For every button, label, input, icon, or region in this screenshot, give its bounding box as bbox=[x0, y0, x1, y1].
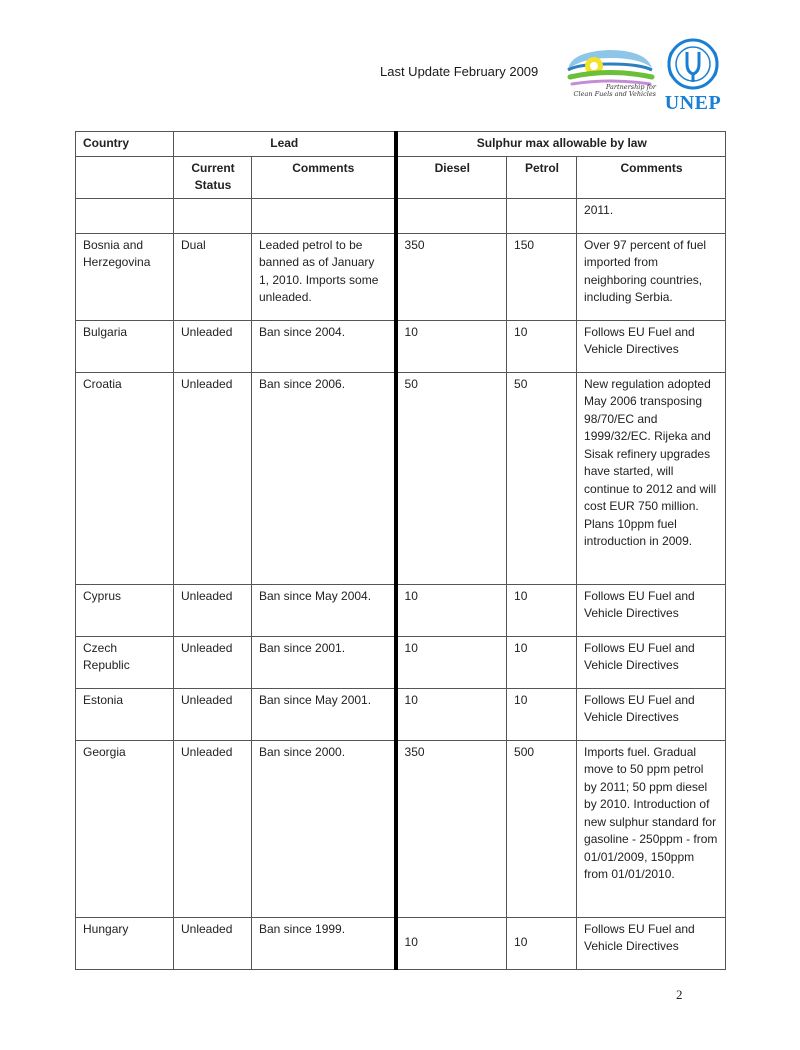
cell-country: Czech Republic bbox=[76, 636, 174, 688]
cell-lead-comments: Leaded petrol to be banned as of January 1, 2010. Imports some unleaded. bbox=[252, 233, 396, 320]
cell-country: Bulgaria bbox=[76, 320, 174, 372]
cell-status: Unleaded bbox=[174, 584, 252, 636]
table-row bbox=[76, 233, 726, 320]
cell-petrol: 10 bbox=[507, 320, 577, 372]
table-row bbox=[76, 584, 726, 636]
cell-diesel: 10 bbox=[396, 688, 507, 740]
cell-lead-comments: Ban since 2006. bbox=[252, 372, 396, 584]
cell-lead-comments: Ban since 1999. bbox=[252, 917, 396, 969]
cell-sulphur-comments: 2011. bbox=[577, 198, 726, 233]
unep-emblem-icon bbox=[658, 36, 728, 92]
cell-petrol: 10 bbox=[507, 636, 577, 688]
header-sulphur: Sulphur max allowable by law bbox=[396, 132, 726, 157]
table-row bbox=[76, 198, 726, 233]
cell-lead-comments: Ban since May 2001. bbox=[252, 688, 396, 740]
cell-sulphur-comments: New regulation adopted May 2006 transposing 98/70/EC and 1999/32/EC. Rijeka and Sisak refinery upgrades have started, will continue to 2012 and will cost EUR 750 million. Plans 10ppm fuel introduction in 2009. bbox=[577, 372, 726, 584]
cell-diesel: 10 bbox=[396, 917, 507, 969]
header-lead: Lead bbox=[174, 132, 396, 157]
cell-lead-comments: Ban since 2001. bbox=[252, 636, 396, 688]
cell-country: Bosnia and Herzegovina bbox=[76, 233, 174, 320]
cell-country: Hungary bbox=[76, 917, 174, 969]
cell-petrol: 10 bbox=[507, 584, 577, 636]
unep-logo bbox=[658, 36, 728, 116]
table-row bbox=[76, 636, 726, 688]
cell-sulphur-comments: Follows EU Fuel and Vehicle Directives bbox=[577, 584, 726, 636]
cell-status: Unleaded bbox=[174, 917, 252, 969]
page-number: 2 bbox=[676, 987, 683, 1002]
cell-petrol: 10 bbox=[507, 688, 577, 740]
cell-diesel: 350 bbox=[396, 233, 507, 320]
cell-diesel: 10 bbox=[396, 584, 507, 636]
header-country-blank bbox=[76, 156, 174, 198]
table-row bbox=[76, 320, 726, 372]
cell-lead-comments: Ban since 2000. bbox=[252, 740, 396, 917]
cell-diesel: 10 bbox=[396, 320, 507, 372]
cell-lead-comments: Ban since 2004. bbox=[252, 320, 396, 372]
cell-sulphur-comments: Follows EU Fuel and Vehicle Directives bbox=[577, 917, 726, 969]
cell-status bbox=[174, 198, 252, 233]
cell-sulphur-comments: Follows EU Fuel and Vehicle Directives bbox=[577, 636, 726, 688]
cell-sulphur-comments: Imports fuel. Gradual move to 50 ppm petrol by 2011; 50 ppm diesel by 2010. Introduction of new sulphur standard for gasoline - 250ppm - from 01/01/2009, 150ppm from 01/01/2010. bbox=[577, 740, 726, 917]
cell-status: Unleaded bbox=[174, 688, 252, 740]
cell-country: Georgia bbox=[76, 740, 174, 917]
cell-country bbox=[76, 198, 174, 233]
cell-country: Croatia bbox=[76, 372, 174, 584]
pcfv-logo-graphic bbox=[560, 44, 660, 88]
cell-petrol: 10 bbox=[507, 917, 577, 969]
pcfv-logo-text: Partnership for Clean Fuels and Vehicles bbox=[573, 83, 656, 98]
table-row bbox=[76, 740, 726, 917]
header-sulphur-comments: Comments bbox=[577, 156, 726, 198]
cell-country: Cyprus bbox=[76, 584, 174, 636]
cell-diesel bbox=[396, 198, 507, 233]
cell-sulphur-comments: Follows EU Fuel and Vehicle Directives bbox=[577, 688, 726, 740]
cell-diesel: 350 bbox=[396, 740, 507, 917]
pcfv-logo bbox=[560, 44, 660, 104]
cell-petrol: 500 bbox=[507, 740, 577, 917]
cell-petrol bbox=[507, 198, 577, 233]
last-update-text: Last Update February 2009 bbox=[380, 64, 539, 79]
header-current-status: Current Status bbox=[174, 156, 252, 198]
header-petrol: Petrol bbox=[507, 156, 577, 198]
table-row bbox=[76, 372, 726, 584]
cell-status: Unleaded bbox=[174, 320, 252, 372]
table-row bbox=[76, 688, 726, 740]
cell-status: Unleaded bbox=[174, 740, 252, 917]
table-row bbox=[76, 917, 726, 969]
cell-petrol: 150 bbox=[507, 233, 577, 320]
cell-sulphur-comments: Follows EU Fuel and Vehicle Directives bbox=[577, 320, 726, 372]
cell-country: Estonia bbox=[76, 688, 174, 740]
header-country: Country bbox=[76, 132, 174, 157]
cell-petrol: 50 bbox=[507, 372, 577, 584]
cell-status: Unleaded bbox=[174, 372, 252, 584]
header-diesel: Diesel bbox=[396, 156, 507, 198]
cell-status: Unleaded bbox=[174, 636, 252, 688]
cell-status: Dual bbox=[174, 233, 252, 320]
cell-lead-comments bbox=[252, 198, 396, 233]
cell-diesel: 10 bbox=[396, 636, 507, 688]
fuel-standards-table bbox=[75, 131, 726, 970]
cell-sulphur-comments: Over 97 percent of fuel imported from neighboring countries, including Serbia. bbox=[577, 233, 726, 320]
unep-logo-text: UNEP bbox=[664, 92, 722, 114]
cell-lead-comments: Ban since May 2004. bbox=[252, 584, 396, 636]
cell-diesel: 50 bbox=[396, 372, 507, 584]
header-lead-comments: Comments bbox=[252, 156, 396, 198]
